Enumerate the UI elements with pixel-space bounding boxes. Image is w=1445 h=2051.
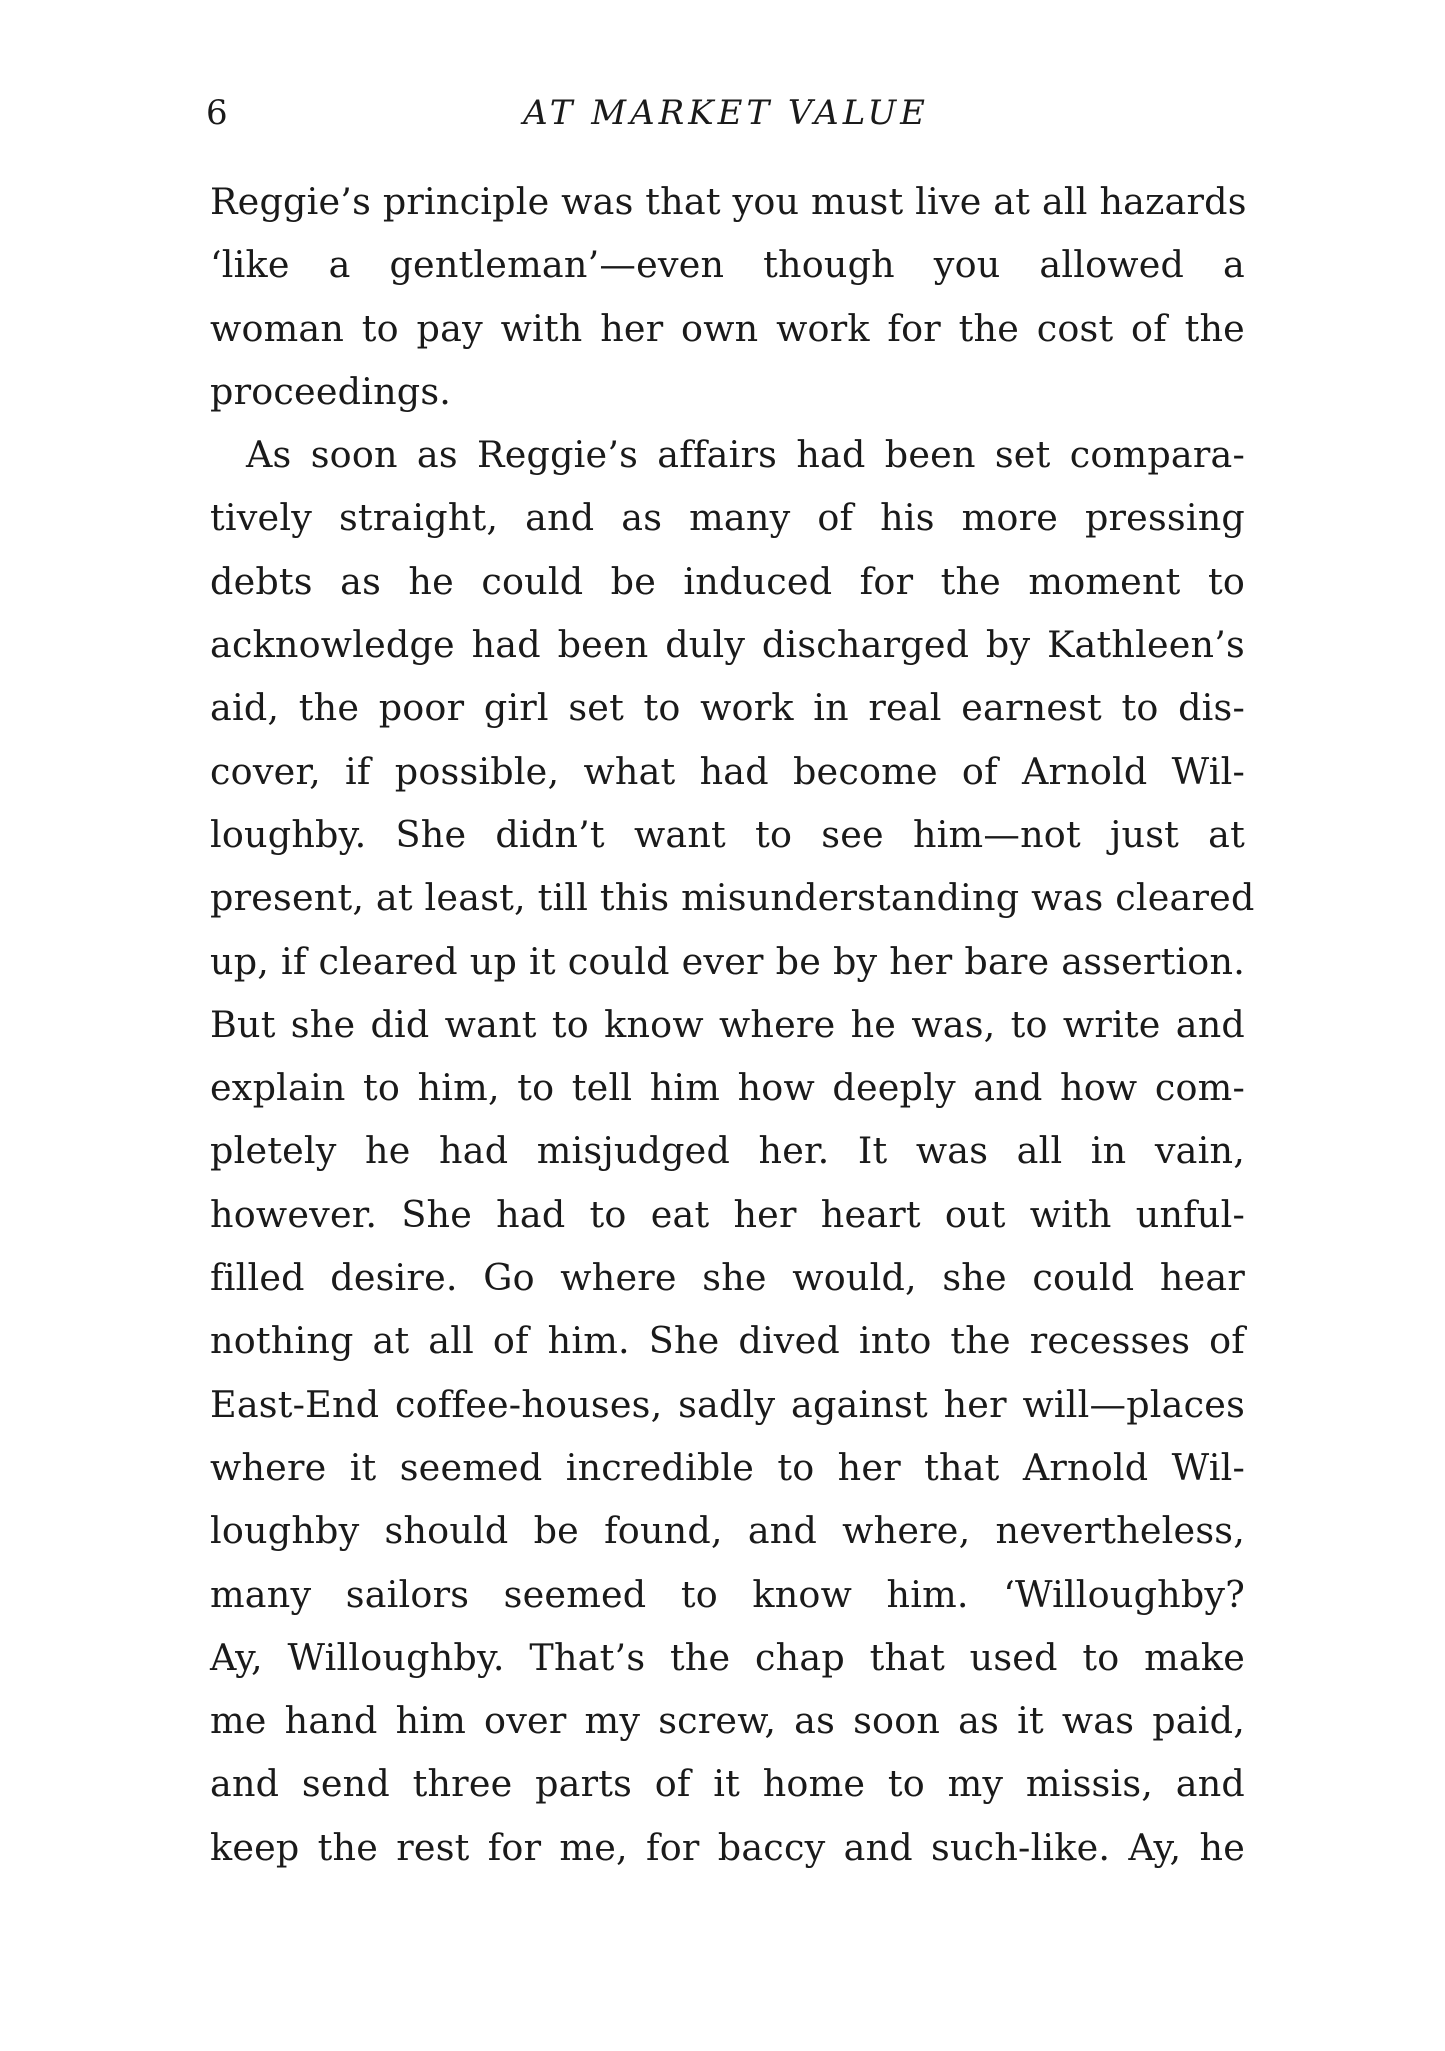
text-line: where it seemed incredible to her that Arnold Wil-	[210, 1445, 1245, 1489]
text-line: cover, if possible, what had become of Arnold Wil-	[210, 749, 1245, 793]
text-line: keep the rest for me, for baccy and such-like. Ay, he	[210, 1825, 1245, 1869]
text-line: East-End coffee-houses, sadly against her will—places	[210, 1382, 1245, 1426]
text-line: however. She had to eat her heart out with unful-	[210, 1192, 1245, 1236]
text-line: ‘like a gentleman’—even though you allowed a	[210, 243, 1245, 287]
text-line: loughby should be found, and where, nevertheless,	[210, 1509, 1245, 1553]
running-head	[206, 88, 1246, 138]
text-line: present, at least, till this misunderstanding was cleared	[210, 876, 1255, 920]
text-line: up, if cleared up it could ever be by her bare assertion.	[210, 939, 1245, 983]
text-line: As soon as Reggie’s affairs had been set compara-	[246, 433, 1245, 477]
text-line: explain to him, to tell him how deeply and how com-	[210, 1066, 1245, 1110]
body-text	[210, 170, 1255, 1879]
text-line: woman to pay with her own work for the cost of the	[210, 306, 1245, 350]
text-line: filled desire. Go where she would, she could hear	[210, 1256, 1245, 1300]
text-line: But she did want to know where he was, to write and	[210, 1002, 1245, 1046]
text-line: Ay, Willoughby. That’s the chap that used to make	[210, 1635, 1245, 1679]
text-line: debts as he could be induced for the moment to	[210, 559, 1245, 603]
text-line: nothing at all of him. She dived into the recesses of	[210, 1319, 1245, 1363]
text-line: acknowledge had been duly discharged by Kathleen’s	[210, 623, 1245, 667]
text-line: Reggie’s principle was that you must live at all hazards	[210, 180, 1247, 223]
text-line: many sailors seemed to know him. ‘Willoughby?	[210, 1572, 1245, 1616]
text-line: proceedings.	[210, 369, 452, 413]
text-line: and send three parts of it home to my missis, and	[210, 1762, 1245, 1806]
page-number: 6	[206, 93, 228, 133]
text-line: tively straight, and as many of his more pressing	[210, 496, 1245, 540]
text-line: aid, the poor girl set to work in real earnest to dis-	[210, 686, 1245, 730]
running-title: AT MARKET VALUE	[523, 93, 929, 133]
text-line: pletely he had misjudged her. It was all in vain,	[210, 1129, 1245, 1173]
text-line: me hand him over my screw, as soon as it was paid,	[210, 1699, 1245, 1743]
text-line: loughby. She didn’t want to see him—not just at	[210, 812, 1245, 856]
